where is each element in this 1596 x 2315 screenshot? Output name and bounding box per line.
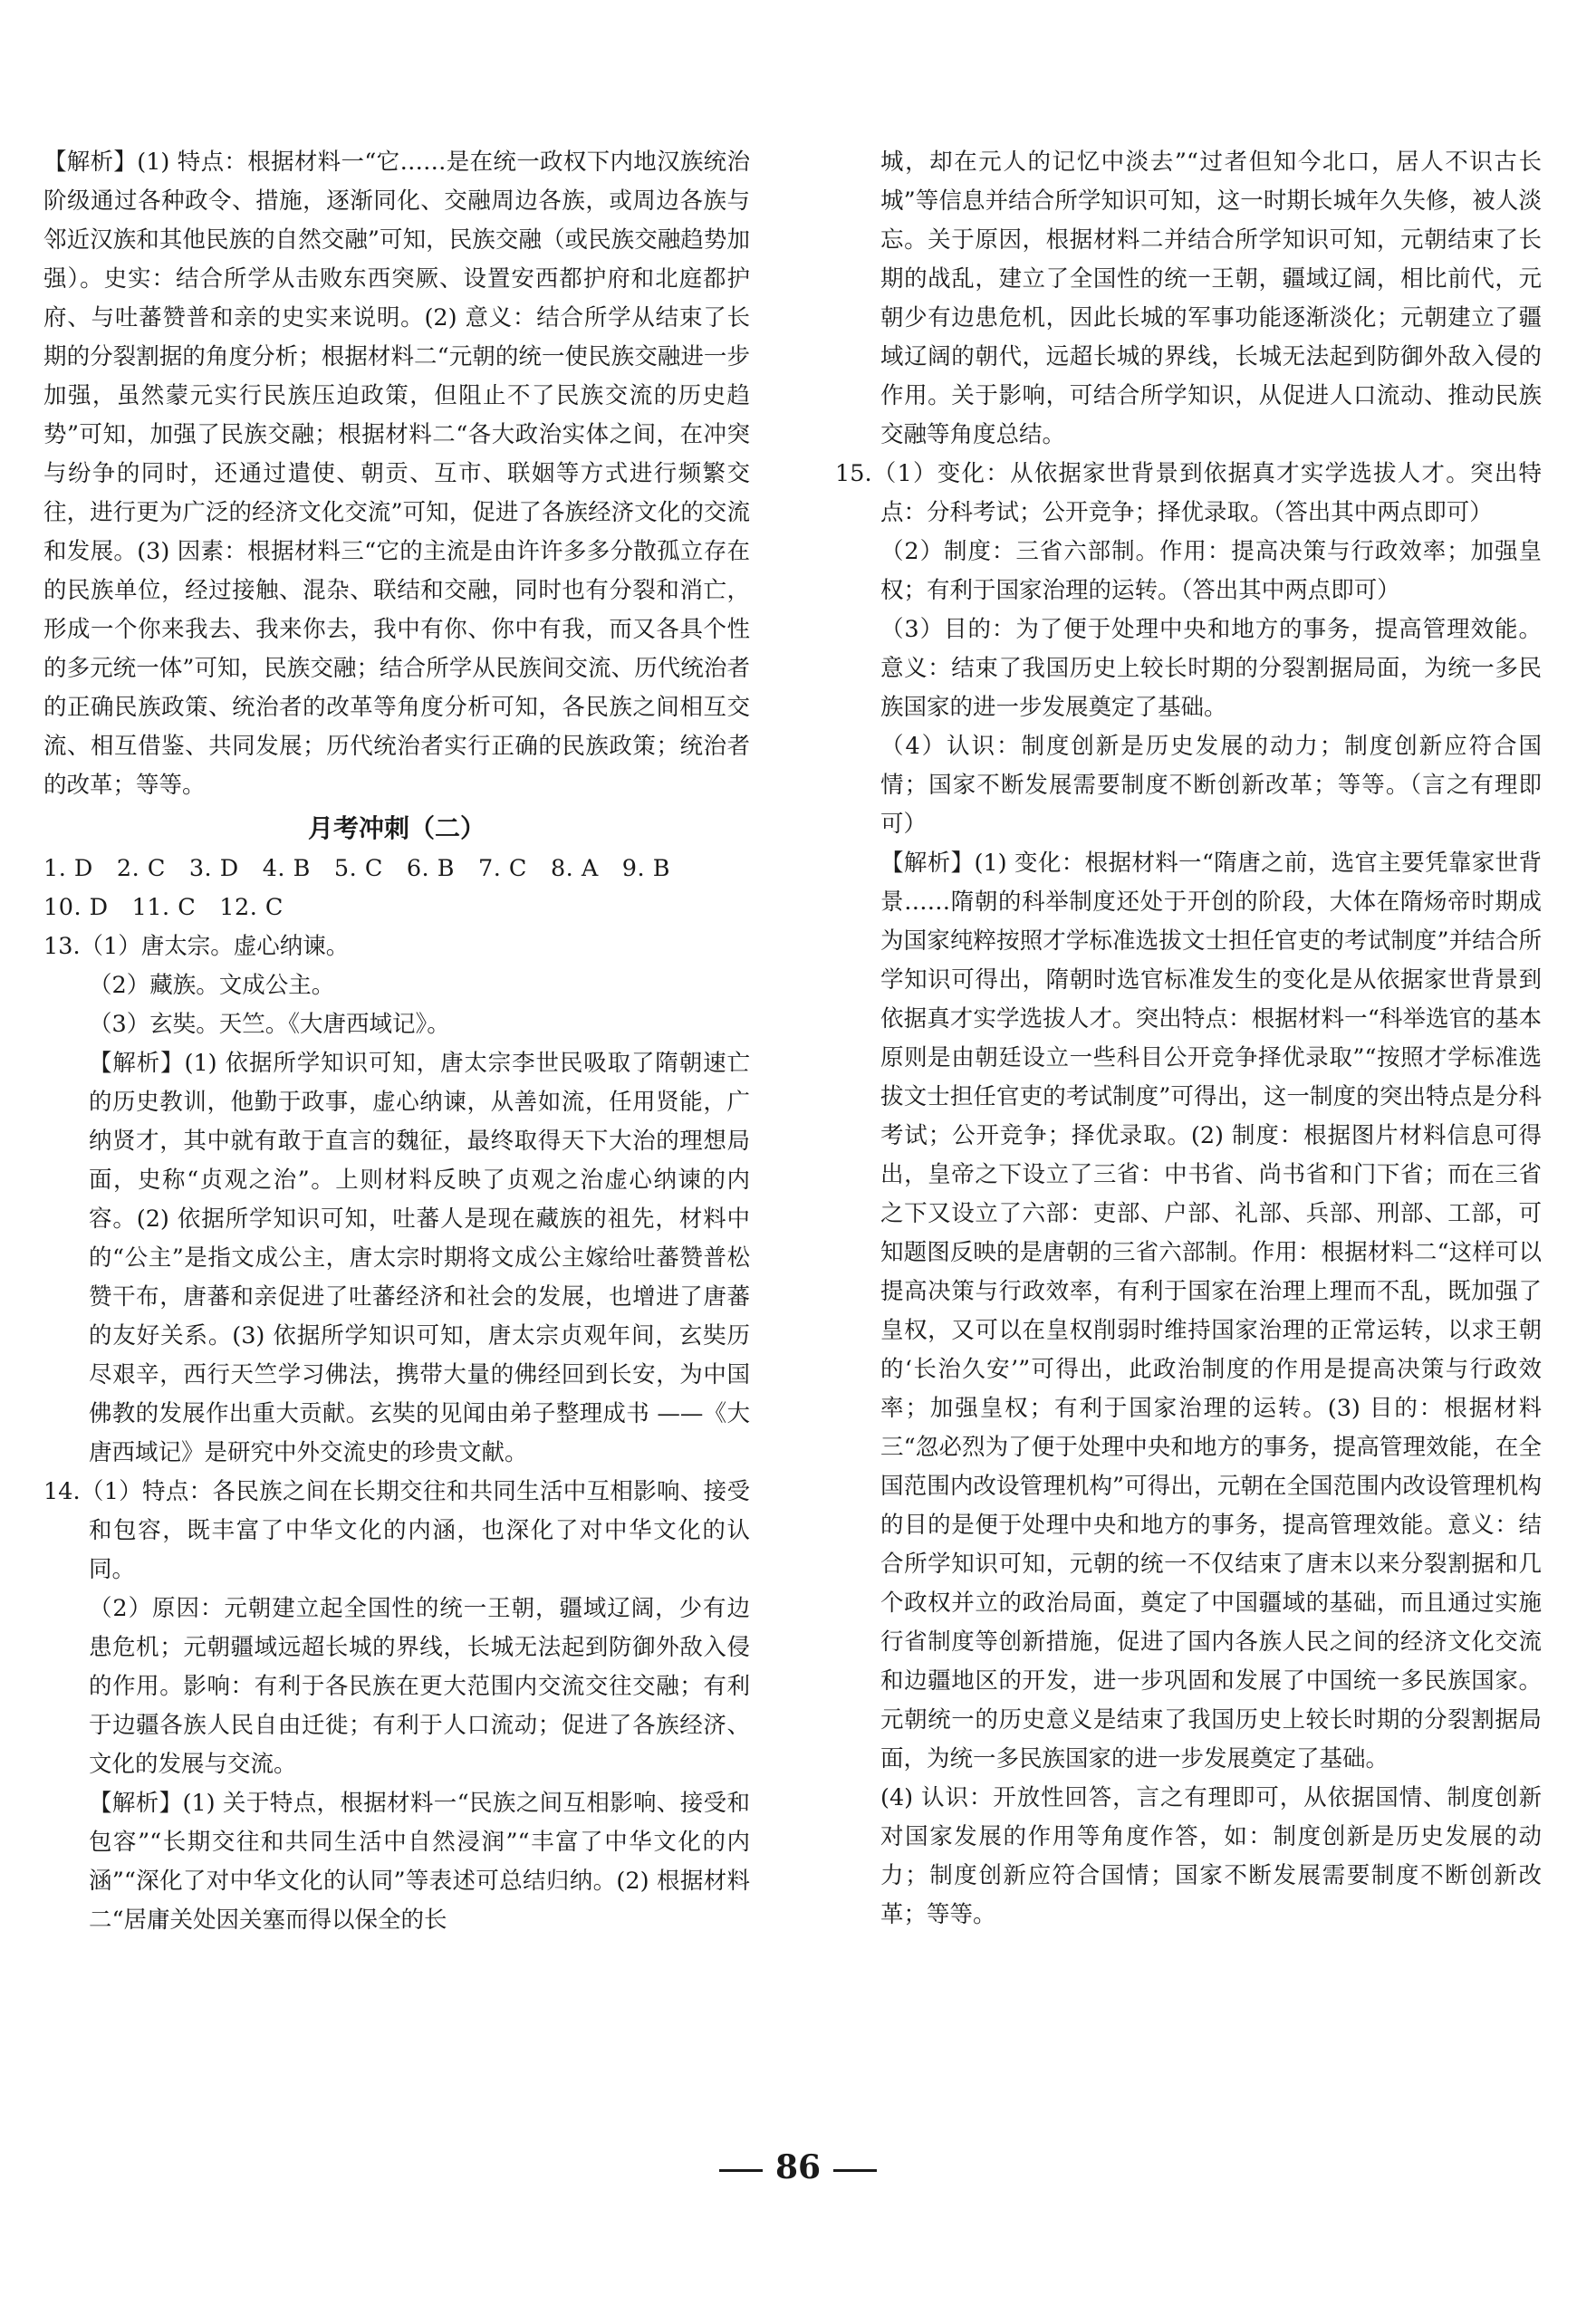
analysis-paragraph: 【解析】(1) 特点：根据材料一“它……是在统一政权下内地汉族统治阶级通过各种政令、措施，逐渐同化、交融周边各族，或周边各族与邻近汉族和其他民族的自然交融”可知，民族交融（或民族交融趋势加强）。史实：结合所学从击败东西突厥、设置安西都护府和北庭都护府、与吐蕃赞普和亲的史实来说明。(2) 意义：结合所学从结束了长期的分裂割据的角度分析；根据材料二“元朝的统一使民族交融进一步加强，虽然蒙元实行民族压迫政策，但阻止不了民族交流的历史趋势”可知，加强了民族交融；根据材料二“各大政治实体之间，在冲突与纷争的同时，还通过遣使、朝贡、互市、联姻等方式进行频繁交往，进行更为广泛的经济文化交流”可知，促进了各族经济文化的交流和发展。(3) 因素：根据材料三“它的主流是由许许多多分散孤立存在的民族单位，经过接触、混杂、联结和交融，同时也有分裂和消亡，形成一个你来我去、我来你去，我中有你、你中有我，而又各具个性的多元统一体”可知，民族交融；结合所学从民族间交流、历代统治者的正确民族政策、统治者的改革等角度分析可知，各民族之间相互交流、相互借鉴、共同发展；历代统治者实行正确的民族政策；统治者的改革；等等。 [43, 149, 750, 799]
page-number: 86 [774, 2148, 822, 2186]
q13-answer-1: 13.（1）唐太宗。虚心纳谏。 [43, 933, 350, 960]
q14-answer-2: （2）原因：元朝建立起全国性的统一王朝，疆域辽阔，少有边患危机；元朝疆域远超长城的界线，长城无法起到防御外敌入侵的作用。影响：有利于各民族在更大范围内交流交往交融；有利于边疆各族人民自由迁徙；有利于人口流动；促进了各族经济、文化的发展与交流。 [89, 1595, 750, 1778]
q13-answer-2: （2）藏族。文成公主。 [89, 972, 335, 999]
q15-answer-3: （3）目的：为了便于处理中央和地方的事务，提高管理效能。意义：结束了我国历史上较长时期的分裂割据局面，为统一多民族国家的进一步发展奠定了基础。 [880, 616, 1542, 721]
footer-dash-left [719, 2169, 763, 2172]
section-title: 月考冲刺（二） [307, 813, 486, 843]
left-column [43, 143, 750, 1940]
q14-analysis: 【解析】(1) 关于特点，根据材料一“民族之间互相影响、接受和包容”“长期交往和共同生活中自然浸润”“丰富了中华文化的内涵”“深化了对中华文化的认同”等表述可总结归纳。(2) 根据材料二“居庸关处因关塞而得以保全的长 [89, 1790, 750, 1934]
q14-answer-1: 14.（1）特点：各民族之间在长期交往和共同生活中互相影响、接受和包容，既丰富了中华文化的内涵，也深化了对中华文化的认同。 [43, 1478, 750, 1583]
q13-answer-3: （3）玄奘。天竺。《大唐西域记》。 [89, 1011, 450, 1038]
two-column-body [43, 143, 1542, 1940]
q13-analysis: 【解析】(1) 依据所学知识可知，唐太宗李世民吸取了隋朝速亡的历史教训，他勤于政事，虚心纳谏，从善如流，任用贤能，广纳贤才，其中就有敢于直言的魏征，最终取得天下大治的理想局面，史称“贞观之治”。上则材料反映了贞观之治虚心纳谏的内容。(2) 依据所学知识可知，吐蕃人是现在藏族的祖先，材料中的“公主”是指文成公主，唐太宗时期将文成公主嫁给吐蕃赞普松赞干布，唐蕃和亲促进了吐蕃经济和社会的发展，也增进了唐蕃的友好关系。(3) 依据所学知识可知，唐太宗贞观年间，玄奘历尽艰辛，西行天竺学习佛法，携带大量的佛经回到长安，为中国佛教的发展作出重大贡献。玄奘的见闻由弟子整理成书 ——《大唐西域记》是研究中外交流史的珍贵文献。 [89, 1050, 750, 1466]
q15-analysis-4: (4) 认识：开放性回答，言之有理即可，从依据国情、制度创新对国家发展的作用等角度作答，如：制度创新是历史发展的动力；制度创新应符合国情；国家不断发展需要制度不断创新改革；等等。 [880, 1784, 1542, 1928]
footer-dash-right [833, 2169, 877, 2172]
right-column [835, 143, 1542, 1940]
q15-analysis: 【解析】(1) 变化：根据材料一“隋唐之前，选官主要凭靠家世背景……隋朝的科举制度还处于开创的阶段，大体在隋炀帝时期成为国家纯粹按照才学标准选拔文士担任官吏的考试制度”并结合所学知识可得出，隋朝时选官标准发生的变化是从依据家世背景到依据真才实学选拔人才。突出特点：根据材料一“科举选官的基本原则是由朝廷设立一些科目公开竞争择优录取”“按照才学标准选拔文士担任官吏的考试制度”可得出，这一制度的突出特点是分科考试；公开竞争；择优录取。(2) 制度：根据图片材料信息可得出，皇帝之下设立了三省：中书省、尚书省和门下省；而在三省之下又设立了六部：吏部、户部、礼部、兵部、刑部、工部，可知题图反映的是唐朝的三省六部制。作用：根据材料二“这样可以提高决策与行政效率，有利于国家在治理上理而不乱，既加强了皇权，又可以在皇权削弱时维持国家治理的正常运转，以求王朝的‘长治久安’”可得出，此政治制度的作用是提高决策与行政效率；加强皇权；有利于国家治理的运转。(3) 目的：根据材料三“忽必烈为了便于处理中央和地方的事务，提高管理效能，在全国范围内改设管理机构”可得出，元朝在全国范围内改设管理机构的目的是便于处理中央和地方的事务，提高管理效能。意义：结合所学知识可知，元朝的统一不仅结束了唐末以来分裂割据和几个政权并立的政治局面，奠定了中国疆域的基础，而且通过实施行省制度等创新措施，促进了国内各族人民之间的经济文化交流和边疆地区的开发，进一步巩固和发展了中国统一多民族国家。元朝统一的历史意义是结束了我国历史上较长时期的分裂割据局面，为统一多民族国家的进一步发展奠定了基础。 [880, 850, 1542, 1772]
q15-answer-2: （2）制度：三省六部制。作用：提高决策与行政效率；加强皇权；有利于国家治理的运转。（答出其中两点即可） [880, 538, 1542, 604]
page-footer [0, 2148, 1596, 2187]
q15-answer-1: 15.（1）变化：从依据家世背景到依据真才实学选拔人才。突出特点：分科考试；公开竞争；择优录取。（答出其中两点即可） [835, 460, 1542, 526]
choice-answers-row-1: 1. D 2. C 3. D 4. B 5. C 6. B 7. C 8. A 9. B [43, 855, 670, 882]
choice-answers-row-2: 10. D 11. C 12. C [43, 894, 284, 921]
q14-analysis-continued: 城，却在元人的记忆中淡去”“过者但知今北口，居人不识古长城”等信息并结合所学知识可知，这一时期长城年久失修，被人淡忘。关于原因，根据材料二并结合所学知识可知，元朝结束了长期的战乱，建立了全国性的统一王朝，疆域辽阔，相比前代，元朝少有边患危机，因此长城的军事功能逐渐淡化；元朝建立了疆域辽阔的朝代，远超长城的界线，长城无法起到防御外敌入侵的作用。关于影响，可结合所学知识，从促进人口流动、推动民族交融等角度总结。 [880, 149, 1542, 448]
q15-answer-4: （4）认识：制度创新是历史发展的动力；制度创新应符合国情；国家不断发展需要制度不断创新改革；等等。（言之有理即可） [880, 733, 1542, 838]
